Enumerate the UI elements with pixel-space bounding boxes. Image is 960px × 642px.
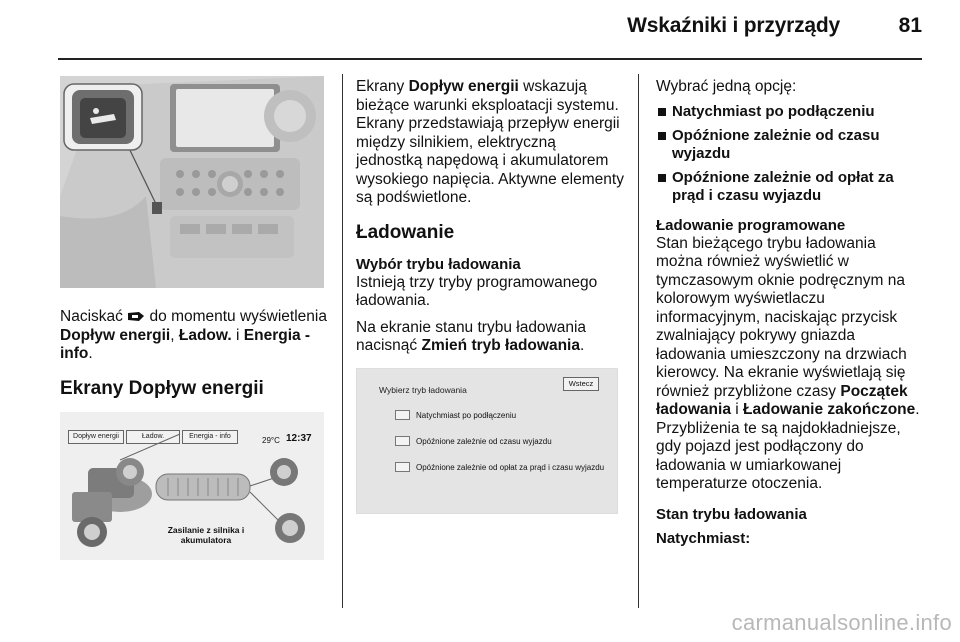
section-heading-energy-flow: Ekrany Dopływ energii xyxy=(60,377,264,399)
tab-energy-info: Energia - info xyxy=(182,430,238,444)
column-1 xyxy=(60,76,330,560)
dashboard-illustration xyxy=(60,76,324,288)
subheading-immediate: Natychmiast: xyxy=(656,529,751,547)
list-item: Opóźnione zależnie od opłat za prąd i czasu wyjazdu xyxy=(656,169,924,205)
energy-flow-description: Ekrany Dopływ energii wskazują bieżące warunki eksploatacji systemu. Ekrany przedstawiają przepływ energii między silnikiem, elektryczną jednostką napędową i akumulatorem wysokiego napięcia. Aktywne elementy są podświetlone. xyxy=(356,78,624,206)
energy-flow-screen xyxy=(60,412,324,560)
mode-option-2: Opóźnione zależnie od czasu wyjazdu xyxy=(395,435,552,449)
column-divider-2 xyxy=(638,74,639,608)
instruction-paragraph: Naciskać do momentu wyświetlenia Dopływ energii, Ładow. i Energia - info. xyxy=(60,308,327,362)
mode-checkbox xyxy=(395,462,410,472)
subheading-charge-mode-status: Stan trybu ładowania xyxy=(656,505,807,523)
column-2 xyxy=(356,78,626,514)
charge-options-list xyxy=(656,103,924,205)
page-title: Wskaźniki i przyrządy xyxy=(627,14,840,37)
header-divider xyxy=(58,58,922,60)
dashboard-photo xyxy=(60,76,324,288)
section-heading-charging: Ładowanie xyxy=(356,221,455,243)
clock-readout: 12:37 xyxy=(286,432,312,444)
charge-mode-paragraph: Istnieją trzy tryby programowanego ładowania. xyxy=(356,273,598,309)
mode-checkbox xyxy=(395,436,410,446)
charge-mode-screen-title: Wybierz tryb ładowania xyxy=(379,384,467,395)
back-button: Wstecz xyxy=(563,377,599,391)
programmed-charging-paragraph: Stan bieżącego trybu ładowania można również wyświetlić w tymczasowym oknie podręcznym na kolorowym wyświetlaczu informacyjnym, naciskając przycisk zwalniający pokrywy gniazda ładowania umieszczony na drzwiach kierowcy. Na ekranie wyświetlają się również przybliżone czasy Początek ładowania i Ładowanie zakończone. Przybliżenia te są najdokładniejsze, gdy pojazd jest podłączony do ładowania w umiarkowanej temperaturze otoczenia. xyxy=(656,234,920,492)
mode-checkbox xyxy=(395,410,410,420)
watermark: carmanualsonline.info xyxy=(731,610,952,635)
tab-energy-flow: Dopływ energii xyxy=(68,430,124,444)
energy-info-icon xyxy=(127,311,145,322)
subheading-programmed-charging: Ładowanie programowane xyxy=(656,216,846,234)
temperature-readout: 29°C xyxy=(262,435,280,445)
options-intro: Wybrać jedną opcję: xyxy=(656,78,797,95)
page-number: 81 xyxy=(898,14,922,37)
change-mode-paragraph: Na ekranie stanu trybu ładowania nacisnąć Zmień tryb ładowania. xyxy=(356,318,587,354)
column-3 xyxy=(656,78,924,548)
energy-flow-caption: Zasilanie z silnika i akumulatora xyxy=(167,524,245,545)
list-item: Opóźnione zależnie od czasu wyjazdu xyxy=(656,127,924,163)
tab-charging: Ładow. xyxy=(126,430,180,444)
subheading-charge-mode: Wybór trybu ładowania xyxy=(356,255,521,273)
charge-mode-screen xyxy=(356,368,618,514)
mode-option-3: Opóźnione zależnie od opłat za prąd i czasu wyjazdu xyxy=(395,461,604,475)
column-divider-1 xyxy=(342,74,343,608)
mode-option-1: Natychmiast po podłączeniu xyxy=(395,409,516,423)
list-item: Natychmiast po podłączeniu xyxy=(656,103,924,121)
